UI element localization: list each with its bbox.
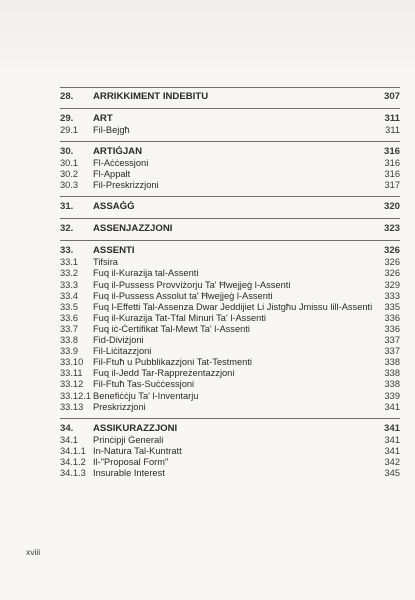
- toc-section-heading: [60, 113, 400, 125]
- section-number: 28.: [60, 91, 74, 102]
- toc-section: [60, 218, 400, 240]
- entry-title: Fuq iċ-Ċertifikat Tal-Mewt Ta' l-Assenti: [93, 323, 250, 334]
- page-number: 307: [383, 91, 400, 102]
- toc-section-heading: [60, 146, 400, 158]
- entry-title: Tifsira: [93, 257, 118, 268]
- page-number: 336: [384, 312, 400, 323]
- toc-entry: [60, 291, 400, 302]
- toc-section-heading: [60, 201, 400, 213]
- toc-entry: [60, 324, 400, 335]
- entry-title: Insurable Interest: [93, 467, 165, 478]
- toc-entry: [60, 435, 400, 446]
- entry-number: 33.4: [60, 290, 79, 301]
- toc-entry: [60, 302, 400, 313]
- page-number: 329: [384, 279, 400, 290]
- toc-entry: [60, 158, 400, 169]
- entry-title: Fuq il-Pussess Provviżorju Ta' Ħwejjeġ l-Assenti: [93, 279, 291, 290]
- section-number: 33.: [60, 245, 74, 257]
- page-number: 341: [384, 434, 400, 445]
- entry-number: 33.13: [60, 401, 84, 412]
- entry-number: 33.1: [60, 257, 79, 268]
- entry-number: 34.1: [60, 434, 79, 445]
- page-number: 316: [383, 146, 400, 158]
- section-title: ASSAĠĠ: [93, 201, 135, 213]
- section-number: 32.: [60, 223, 74, 235]
- page-number: 341: [384, 445, 400, 456]
- entry-title: Fuq il-Jedd Tar-Rappreżentazzjoni: [93, 368, 235, 379]
- toc-entry: [60, 280, 400, 291]
- entry-title: Fid-Diviżjoni: [93, 335, 144, 346]
- toc-entry: [60, 379, 400, 390]
- page-number: 335: [384, 301, 400, 312]
- page-number: 326: [383, 245, 400, 257]
- page-folio: xviii: [26, 547, 41, 557]
- entry-number: 29.1: [60, 125, 79, 135]
- entry-title: Preskrizzjoni: [93, 401, 146, 412]
- entry-number: 33.10: [60, 357, 84, 368]
- toc-section-heading: [60, 223, 400, 235]
- toc-entry: [60, 257, 400, 268]
- entry-title: Fil-Bejgħ: [93, 125, 130, 135]
- toc-section-heading: [60, 91, 400, 103]
- entry-title: In-Natura Tal-Kuntratt: [93, 445, 182, 456]
- page-number: 333: [384, 290, 400, 301]
- page-number: 317: [384, 180, 400, 191]
- entry-title: Prinċipji Ġenerali: [93, 434, 164, 445]
- page-number: 320: [383, 201, 400, 213]
- entry-title: Fl-Appalt: [93, 169, 131, 180]
- page-number: 338: [384, 357, 400, 368]
- section-title: ASSENTI: [93, 245, 135, 257]
- section-title: ART: [93, 113, 113, 124]
- toc-entry: [60, 357, 400, 368]
- page-number: 337: [384, 346, 400, 357]
- page-number: 323: [383, 223, 400, 235]
- toc-section-heading: [60, 245, 400, 257]
- entry-title: Fuq l-Effetti Tal-Assenza Dwar Jeddijiet Li Jistgħu Jmissu lill-Assenti: [93, 301, 372, 312]
- page-number: 316: [384, 158, 400, 169]
- toc-section: [60, 240, 400, 417]
- entry-number: 33.3: [60, 279, 79, 290]
- entry-title: Benefiċċju Ta' l-Inventarju: [93, 390, 199, 401]
- toc-entry: [60, 335, 400, 346]
- toc-entry: [60, 169, 400, 180]
- toc-entry: [60, 313, 400, 324]
- entry-title: Fuq il-Kurazija Tat-Tfal Minuri Ta' l-Assenti: [93, 312, 266, 323]
- section-title: ASSENJAZZJONI: [93, 223, 173, 235]
- toc-entry: [60, 402, 400, 413]
- page-number: 316: [384, 169, 400, 180]
- page-number: 336: [384, 323, 400, 334]
- entry-number: 30.3: [60, 180, 79, 191]
- toc-section: [60, 141, 400, 196]
- page-number: 338: [384, 379, 400, 390]
- page-number: 339: [384, 390, 400, 401]
- page-number: 311: [385, 125, 400, 135]
- entry-title: Il-"Proposal Form": [93, 456, 169, 467]
- page-number: 338: [384, 368, 400, 379]
- entry-number: 30.2: [60, 169, 79, 180]
- section-title: ARTIĠJAN: [93, 146, 143, 158]
- section-title: ARRIKKIMENT INDEBITU: [93, 91, 209, 102]
- toc-entry: [60, 368, 400, 379]
- section-number: 31.: [60, 201, 74, 213]
- entry-title: Fil-Preskrizzjoni: [93, 180, 159, 191]
- entry-number: 33.6: [60, 312, 79, 323]
- toc-section-heading: [60, 423, 400, 435]
- page-number: 345: [384, 467, 400, 478]
- entry-number: 33.7: [60, 323, 79, 334]
- entry-number: 33.8: [60, 335, 79, 346]
- watermark-decoration: [230, 0, 415, 70]
- entry-number: 33.2: [60, 268, 79, 279]
- page-number: 326: [384, 257, 400, 268]
- entry-number: 33.12.1: [60, 390, 92, 401]
- entry-number: 33.11: [60, 368, 83, 379]
- page-number: 311: [384, 113, 400, 124]
- page-number: 326: [384, 268, 400, 279]
- entry-number: 33.5: [60, 301, 79, 312]
- entry-number: 34.1.3: [60, 467, 86, 478]
- section-number: 29.: [60, 113, 74, 124]
- entry-number: 34.1.2: [60, 456, 86, 467]
- toc-entry: [60, 346, 400, 357]
- page-number: 342: [384, 456, 400, 467]
- toc-section: [60, 418, 400, 484]
- toc-section: [60, 87, 400, 108]
- toc-section: [60, 108, 400, 141]
- entry-number: 33.9: [60, 346, 79, 357]
- table-of-contents: [60, 87, 400, 484]
- toc-entry: [60, 446, 400, 457]
- entry-title: Fil-Ftuħ Tas-Suċċessjoni: [93, 379, 195, 390]
- entry-title: Fil-Ftuħ u Pubblikazzjoni Tat-Testmenti: [93, 357, 252, 368]
- page-number: 341: [384, 401, 400, 412]
- entry-title: Fl-Aċċessjoni: [93, 158, 149, 169]
- toc-entry: [60, 468, 400, 479]
- entry-title: Fil-Liċitazzjoni: [93, 346, 152, 357]
- section-number: 34.: [60, 422, 74, 434]
- toc-entry: [60, 268, 400, 279]
- entry-title: Fuq il-Pussess Assolut ta' Ħwejjeġ l-Assenti: [93, 290, 273, 301]
- toc-entry: [60, 391, 400, 402]
- section-title: ASSIKURAZZJONI: [93, 422, 178, 434]
- toc-entry: [60, 180, 400, 191]
- section-number: 30.: [60, 146, 74, 158]
- toc-entry: [60, 125, 400, 136]
- page-number: 337: [384, 335, 400, 346]
- entry-title: Fuq il-Kurazija tal-Assenti: [93, 268, 199, 279]
- entry-number: 30.1: [60, 158, 79, 169]
- toc-entry: [60, 457, 400, 468]
- page-number: 341: [383, 422, 400, 434]
- entry-number: 34.1.1: [60, 445, 86, 456]
- toc-section: [60, 196, 400, 218]
- entry-number: 33.12: [60, 379, 84, 390]
